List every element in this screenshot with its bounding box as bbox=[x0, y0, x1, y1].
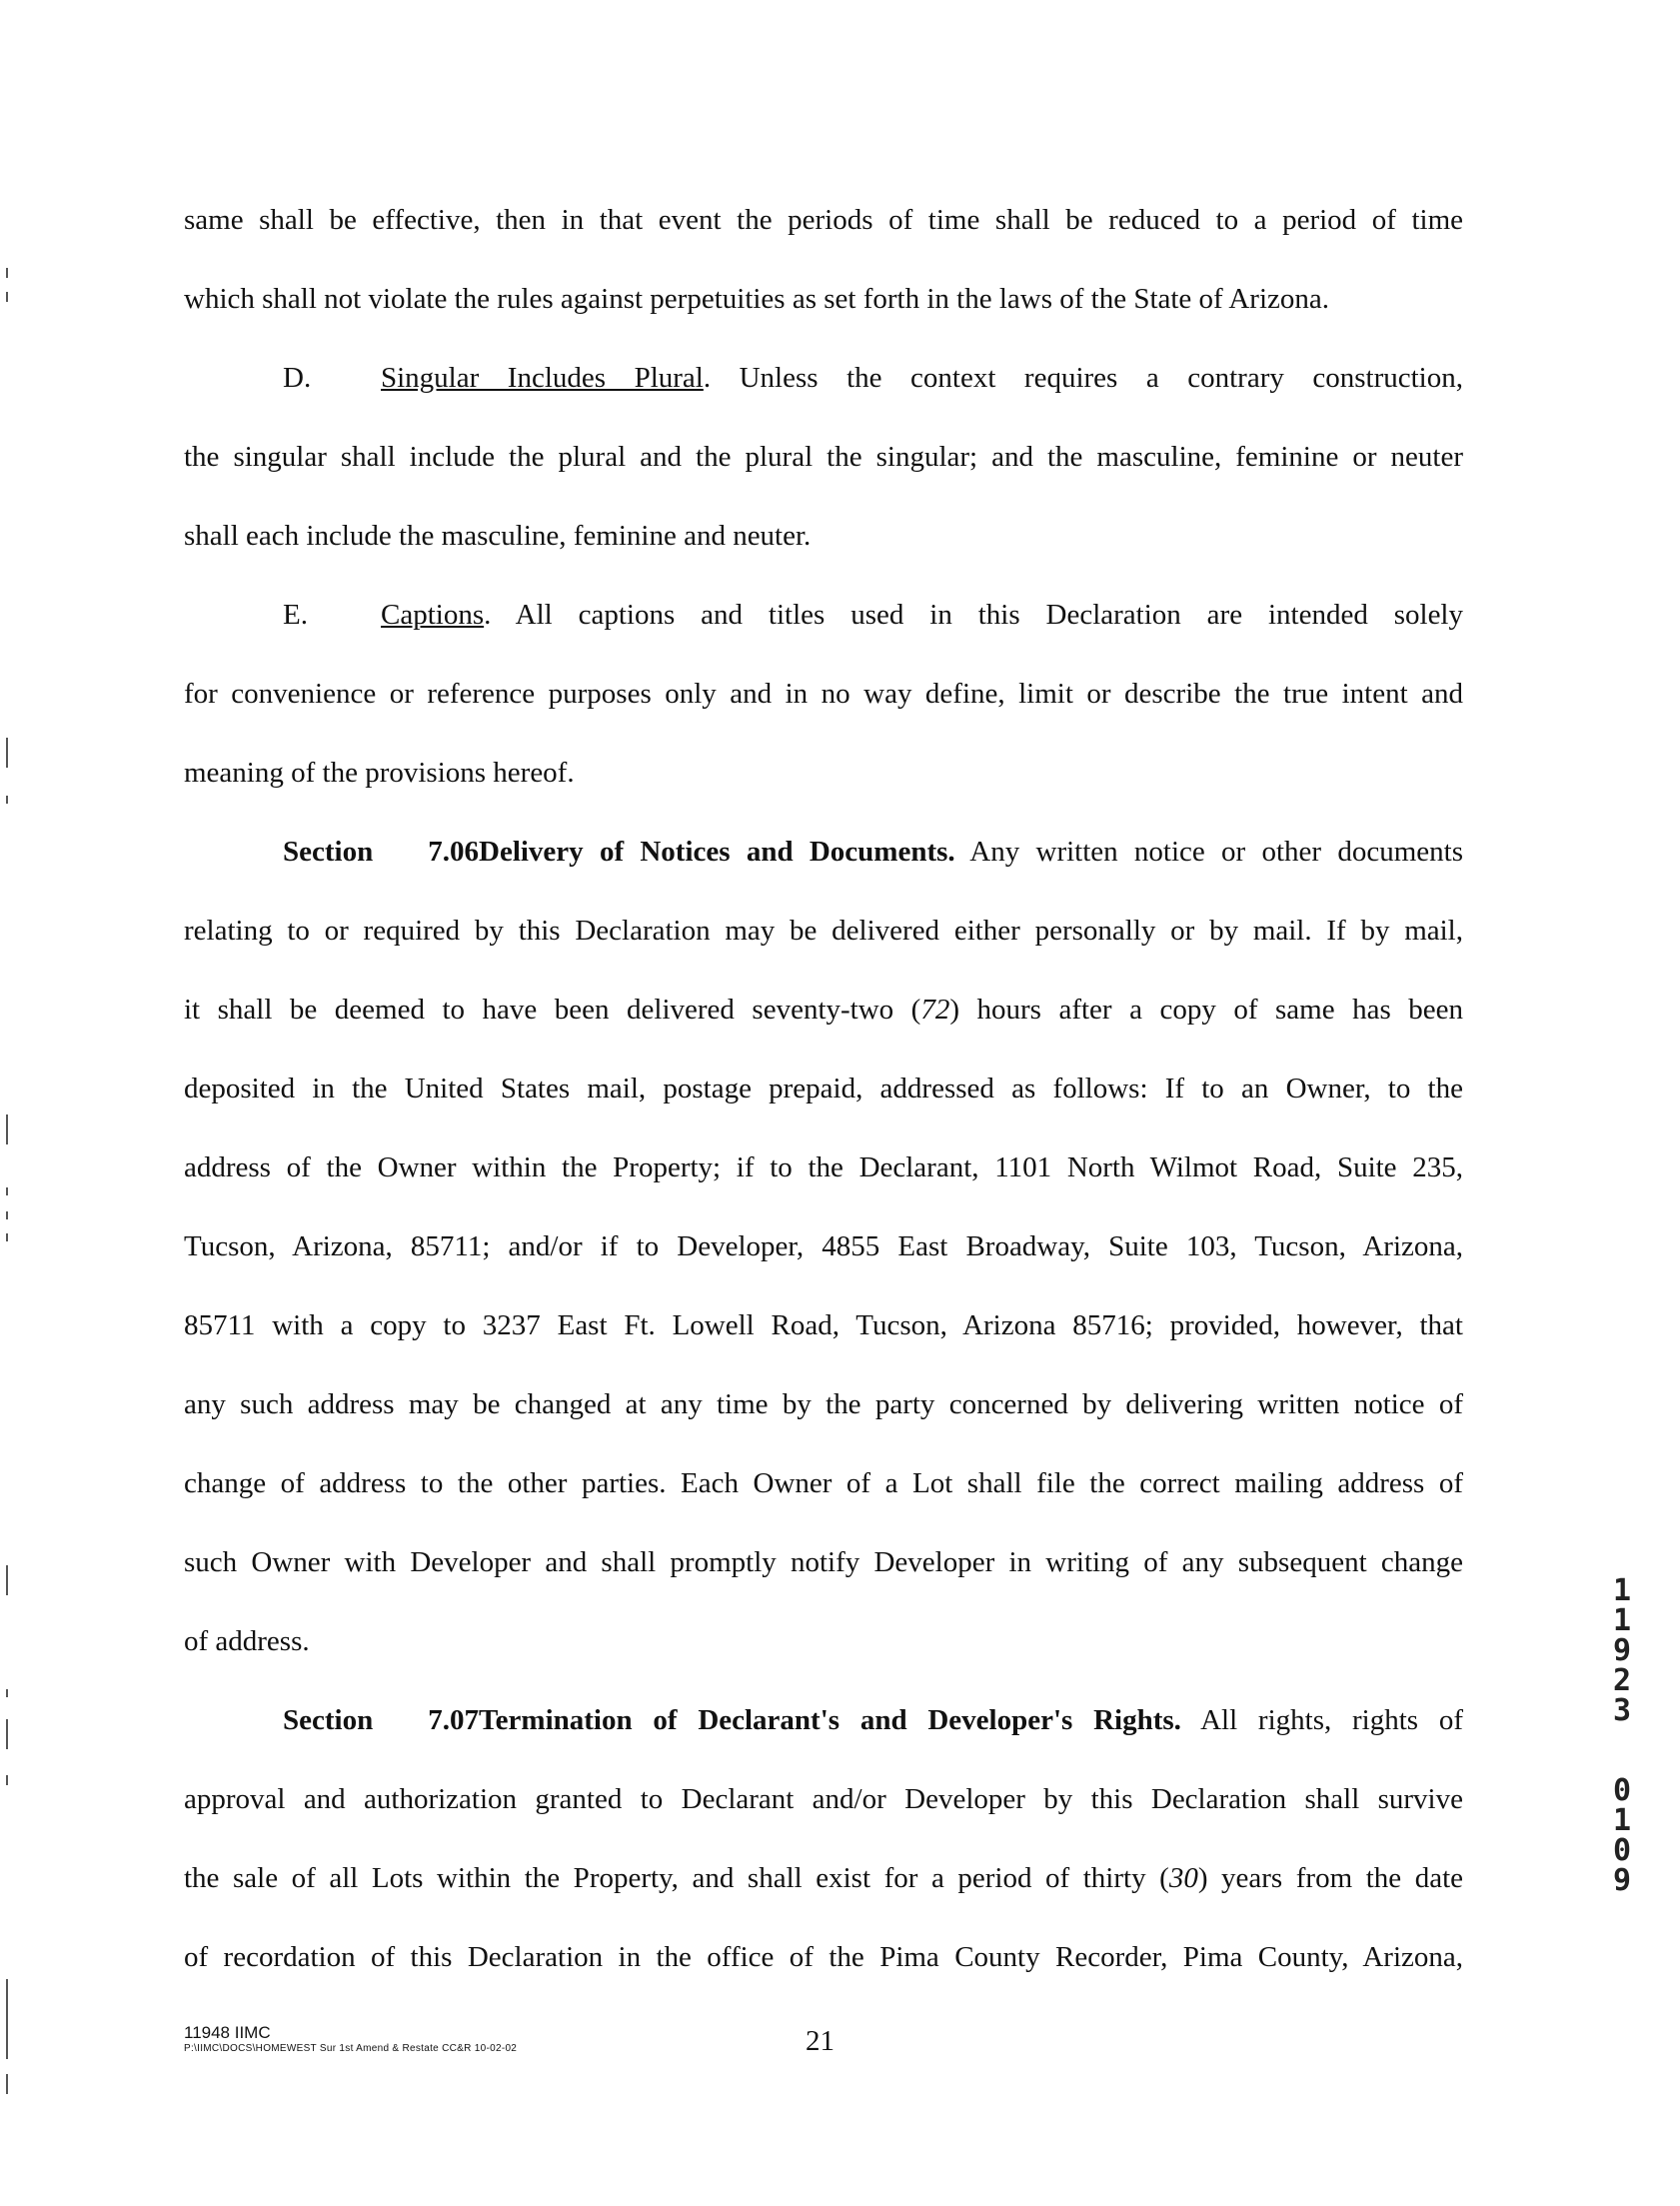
body-line: the singular shall include the plural and the plural the singular; and the masculine, feminine or neuter bbox=[184, 441, 1463, 473]
body-line: deposited in the United States mail, postage prepaid, addressed as follows: If to an Owner, to the bbox=[184, 1073, 1463, 1104]
stamp-digit: 1 bbox=[1612, 1573, 1632, 1608]
section-title: Delivery of Notices and Documents. bbox=[479, 836, 955, 868]
subsection-d-heading-line bbox=[283, 361, 1463, 395]
margin-mark bbox=[6, 268, 8, 278]
body-line: of recordation of this Declaration in the office of the Pima County Recorder, Pima County, Arizona, bbox=[184, 1941, 1463, 1973]
footer-document-id: 11948 IIMC bbox=[184, 2023, 271, 2042]
margin-mark bbox=[6, 738, 8, 768]
margin-mark bbox=[6, 1775, 8, 1785]
body-line: shall each include the masculine, feminine and neuter. bbox=[184, 520, 812, 552]
footer-file-path: P:\IIMC\DOCS\HOMEWEST Sur 1st Amend & Restate CC&R 10-02-02 bbox=[184, 2043, 518, 2054]
margin-mark bbox=[6, 2074, 8, 2094]
body-text: ) hours after a copy of same has been bbox=[949, 994, 1463, 1026]
body-text: All rights, rights of bbox=[1180, 1704, 1463, 1736]
margin-mark bbox=[6, 1233, 8, 1241]
margin-mark bbox=[6, 1565, 8, 1595]
stamp-digit: 9 bbox=[1612, 1863, 1632, 1898]
number-italic: 30 bbox=[1168, 1862, 1198, 1894]
body-line: Tucson, Arizona, 85711; and/or if to Developer, 4855 East Broadway, Suite 103, Tucson, Arizona, bbox=[184, 1230, 1463, 1262]
margin-mark bbox=[6, 1211, 8, 1219]
body-line: approval and authorization granted to Declarant and/or Developer by this Declaration shall survive bbox=[184, 1783, 1463, 1815]
body-text: the sale of all Lots within the Property, and shall exist for a period of thirty ( bbox=[184, 1862, 1169, 1894]
body-line: of address. bbox=[184, 1625, 310, 1657]
body-line: change of address to the other parties. Each Owner of a Lot shall file the correct mailing address of bbox=[184, 1467, 1463, 1499]
section-7-07-heading-line bbox=[283, 1703, 1463, 1737]
margin-mark bbox=[6, 796, 8, 804]
body-line: any such address may be changed at any time by the party concerned by delivering written notice of bbox=[184, 1388, 1463, 1420]
body-line: address of the Owner within the Property; if to the Declarant, 1101 North Wilmot Road, Suite 235, bbox=[184, 1151, 1463, 1183]
stamp-digit: 0 bbox=[1612, 1773, 1632, 1808]
section-title: Termination of Declarant's and Developer's Rights. bbox=[479, 1704, 1181, 1736]
body-line: such Owner with Developer and shall promptly notify Developer in writing of any subsequent change bbox=[184, 1546, 1463, 1578]
margin-mark bbox=[6, 1689, 8, 1697]
stamp-digit: 1 bbox=[1612, 1803, 1632, 1838]
margin-mark bbox=[6, 1187, 8, 1195]
recording-number-stamp-lower bbox=[1607, 1773, 1637, 1898]
recording-number-stamp-upper bbox=[1607, 1573, 1637, 1728]
subsection-e-heading-line bbox=[283, 598, 1463, 632]
body-text: it shall be deemed to have been delivered seventy-two ( bbox=[184, 994, 921, 1026]
margin-mark bbox=[6, 1979, 8, 2059]
section-number: Section 7.07 bbox=[283, 1704, 479, 1736]
number-italic: 72 bbox=[920, 994, 950, 1026]
body-line: meaning of the provisions hereof. bbox=[184, 757, 575, 789]
margin-mark bbox=[6, 1114, 8, 1144]
section-7-06-heading-line bbox=[283, 835, 1463, 869]
body-line: relating to or required by this Declaration may be delivered either personally or by mail. If by mail, bbox=[184, 915, 1463, 947]
section-number: Section 7.06 bbox=[283, 836, 479, 868]
body-text: Any written notice or other documents bbox=[954, 836, 1463, 868]
subsection-letter: D. bbox=[283, 362, 312, 394]
page-number: 21 bbox=[806, 2025, 835, 2057]
subsection-title: Singular Includes Plural bbox=[381, 362, 704, 394]
body-line bbox=[184, 1861, 1463, 1895]
stamp-digit: 2 bbox=[1612, 1663, 1632, 1698]
body-line bbox=[184, 993, 1463, 1027]
body-line: 85711 with a copy to 3237 East Ft. Lowell Road, Tucson, Arizona 85716; provided, however, that bbox=[184, 1309, 1463, 1341]
stamp-digit: 1 bbox=[1612, 1603, 1632, 1638]
stamp-digit: 9 bbox=[1612, 1633, 1632, 1668]
body-text: . All captions and titles used in this Declaration are intended solely bbox=[484, 599, 1463, 631]
body-text: ) years from the date bbox=[1197, 1862, 1464, 1894]
margin-mark bbox=[6, 1719, 8, 1749]
body-line: same shall be effective, then in that event the periods of time shall be reduced to a period of time bbox=[184, 204, 1463, 236]
subsection-letter: E. bbox=[283, 599, 308, 631]
stamp-digit: 3 bbox=[1612, 1693, 1632, 1728]
body-line: for convenience or reference purposes only and in no way define, limit or describe the true intent and bbox=[184, 678, 1463, 710]
margin-mark bbox=[6, 292, 8, 302]
subsection-title: Captions bbox=[381, 599, 485, 631]
body-text: . Unless the context requires a contrary construction, bbox=[703, 362, 1463, 394]
stamp-digit: 0 bbox=[1612, 1833, 1632, 1868]
body-line: which shall not violate the rules against perpetuities as set forth in the laws of the State of Arizona. bbox=[184, 283, 1330, 315]
